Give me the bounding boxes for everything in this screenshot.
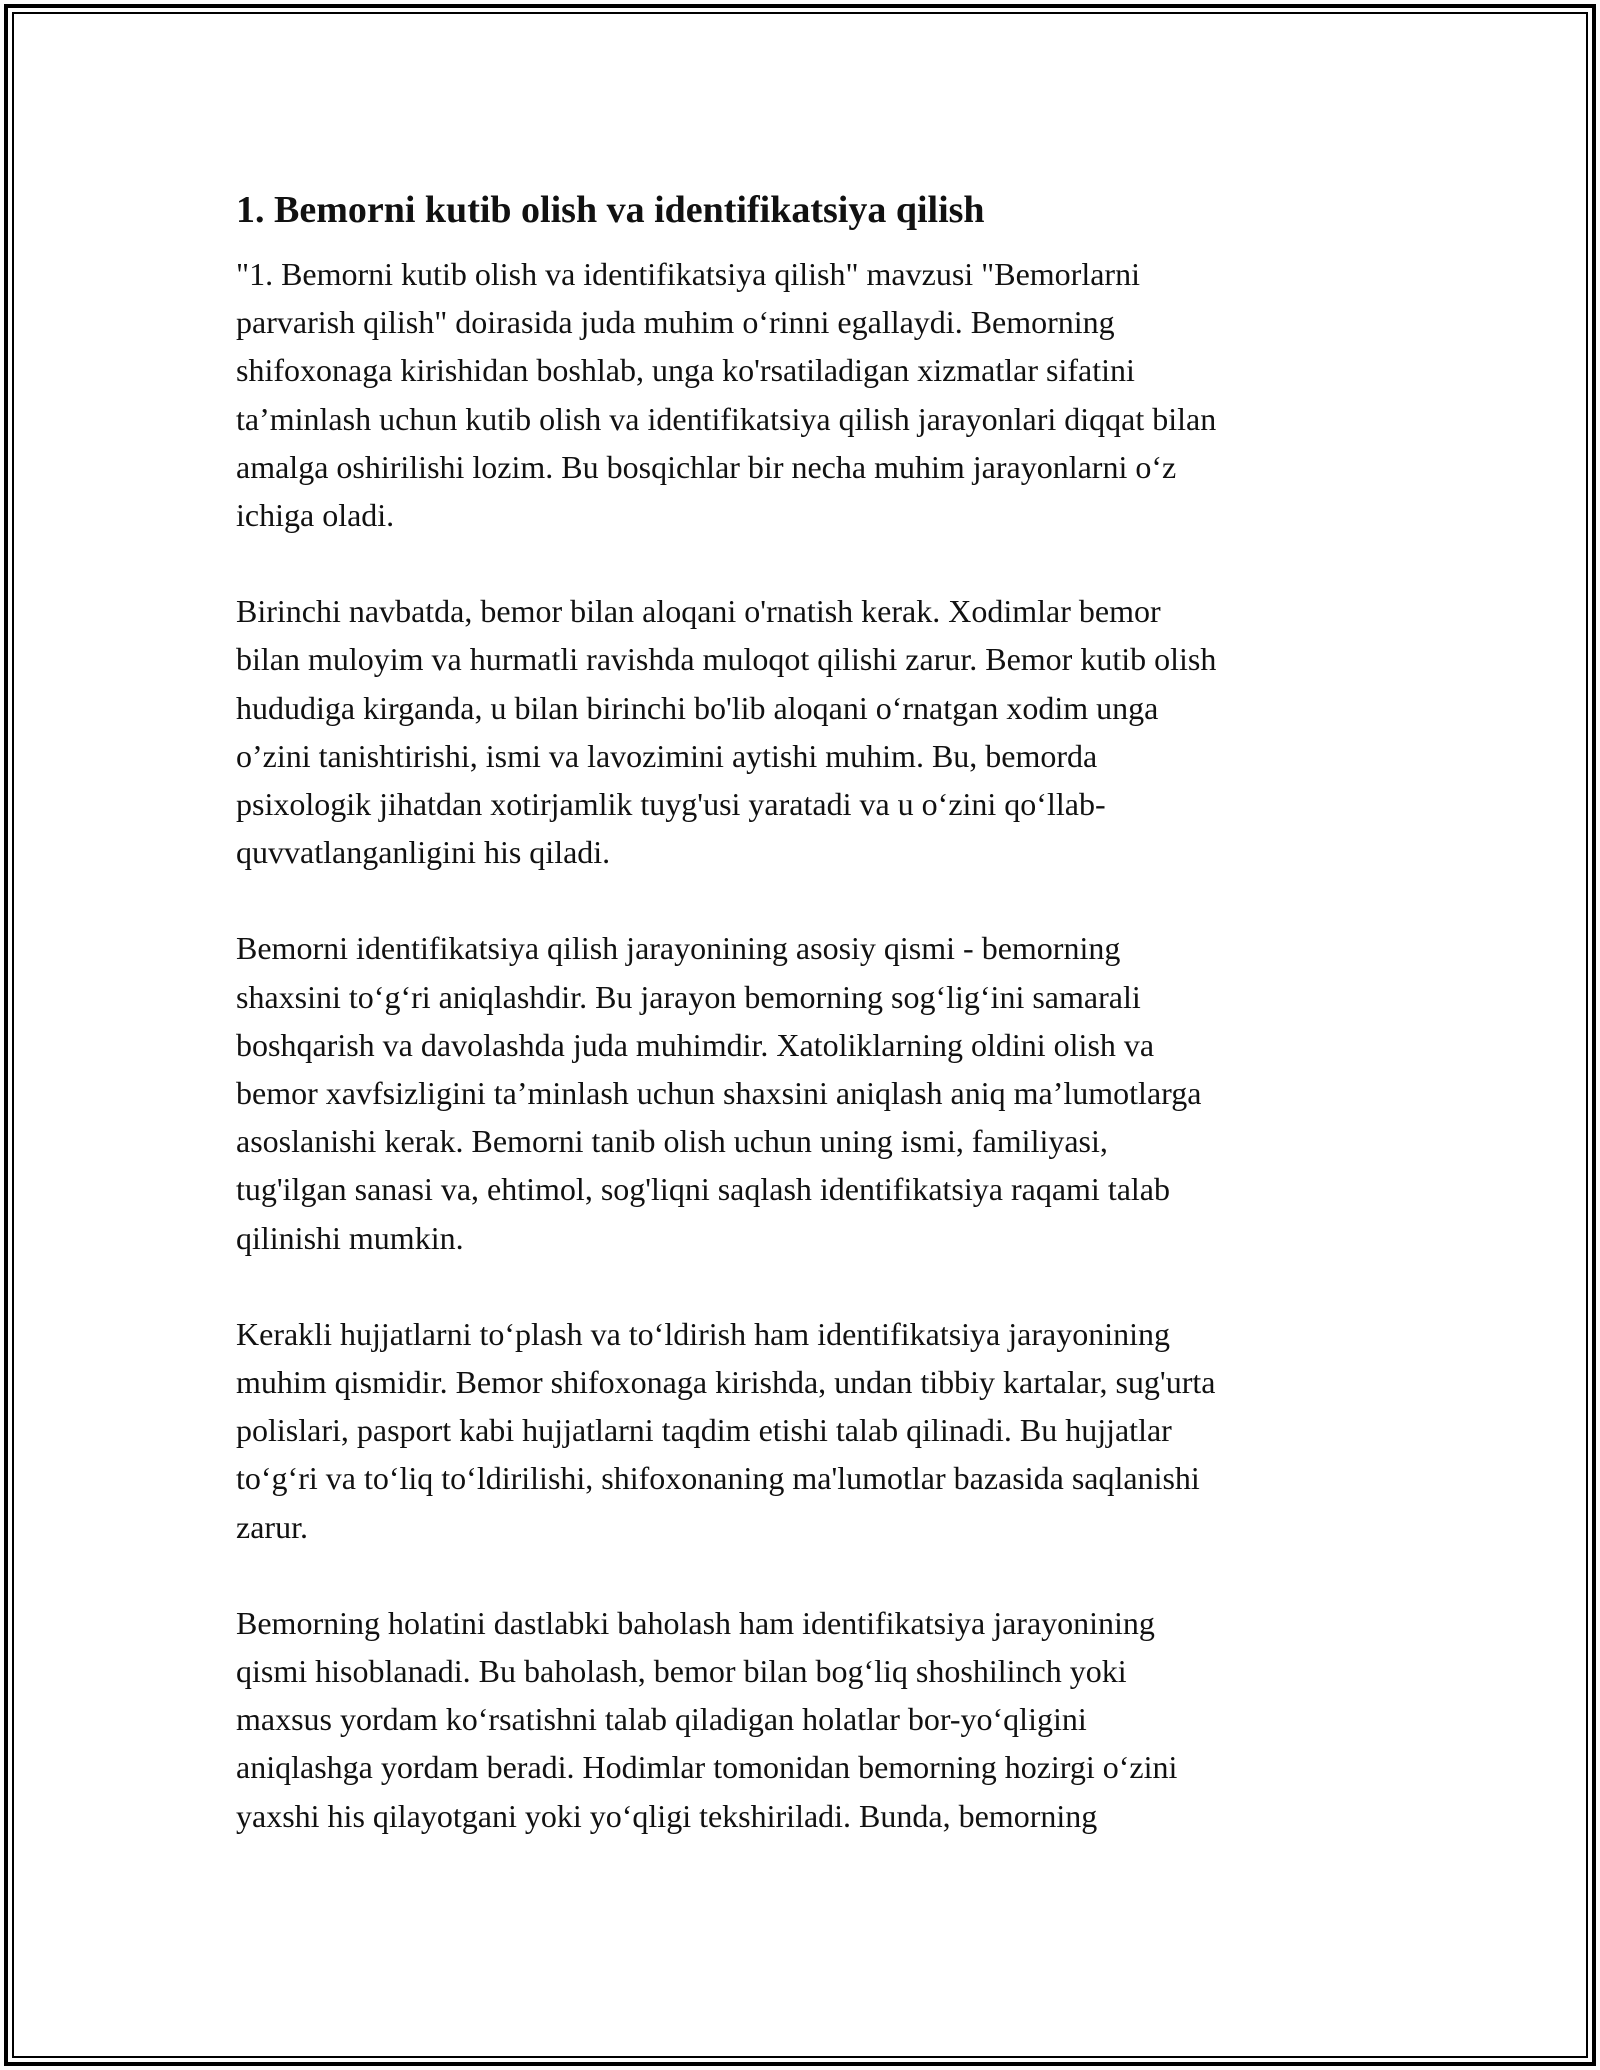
text-line: Kerakli hujjatlarni to‘plash va to‘ldirish ham identifikatsiya jarayonining [236, 1315, 1170, 1352]
text-line: to‘g‘ri va to‘liq to‘ldirilishi, shifoxonaning ma'lumotlar bazasida saqlanishi [236, 1460, 1200, 1497]
text-line: ta’minlash uchun kutib olish va identifikatsiya qilish jarayonlari diqqat bilan [236, 400, 1217, 437]
text-line: qismi hisoblanadi. Bu baholash, bemor bilan bog‘liq shoshilinch yoki [236, 1653, 1127, 1690]
text-line: yaxshi his qilayotgani yoki yo‘qligi tekshiriladi. Bunda, bemorning [236, 1797, 1098, 1834]
text-line: bemor xavfsizligini ta’minlash uchun shaxsini aniqlash aniq ma’lumotlarga [236, 1075, 1202, 1112]
text-line: amalga oshirilishi lozim. Bu bosqichlar bir necha muhim jarayonlarni o‘z [236, 448, 1177, 485]
text-line: maxsus yordam ko‘rsatishni talab qiladigan holatlar bor-yo‘qligini [236, 1701, 1087, 1738]
text-line: shaxsini to‘g‘ri aniqlashdir. Bu jarayon bemorning sog‘lig‘ini samarali [236, 978, 1141, 1015]
text-line: quvvatlanganligini his qiladi. [236, 834, 611, 871]
text-line: Birinchi navbatda, bemor bilan aloqani o'rnatish kerak. Xodimlar bemor [236, 593, 1161, 630]
text-line: parvarish qilish" doirasida juda muhim o‘rinni egallaydi. Bemorning [236, 304, 1115, 341]
paragraph-2 [236, 587, 1366, 876]
paragraph-4 [236, 1310, 1366, 1551]
text-line: ichiga oladi. [236, 497, 395, 534]
text-line: Bemorning holatini dastlabki baholash ham identifikatsiya jarayonining [236, 1604, 1155, 1641]
document-body [236, 186, 1366, 1888]
paragraph-1 [236, 250, 1366, 539]
text-line: hududiga kirganda, u bilan birinchi bo'lib aloqani o‘rnatgan xodim unga [236, 689, 1159, 726]
text-line: aniqlashga yordam beradi. Hodimlar tomonidan bemorning hozirgi o‘zini [236, 1749, 1178, 1786]
text-line: polislari, pasport kabi hujjatlarni taqdim etishi talab qilinadi. Bu hujjatlar [236, 1412, 1172, 1449]
text-line: shifoxonaga kirishidan boshlab, unga ko'rsatiladigan xizmatlar sifatini [236, 352, 1135, 389]
paragraph-3 [236, 924, 1366, 1261]
text-line: zarur. [236, 1508, 308, 1545]
text-line: tug'ilgan sanasi va, ehtimol, sog'liqni saqlash identifikatsiya raqami talab [236, 1171, 1170, 1208]
text-line: boshqarish va davolashda juda muhimdir. Xatoliklarning oldini olish va [236, 1026, 1155, 1063]
text-line: muhim qismidir. Bemor shifoxonaga kirishda, undan tibbiy kartalar, sug'urta [236, 1364, 1216, 1401]
text-line: Bemorni identifikatsiya qilish jarayonining asosiy qismi - bemorning [236, 930, 1121, 967]
text-line: asoslanishi kerak. Bemorni tanib olish uchun uning ismi, familiyasi, [236, 1123, 1108, 1160]
text-line: o’zini tanishtirishi, ismi va lavozimini aytishi muhim. Bu, bemorda [236, 737, 1098, 774]
text-line: bilan muloyim va hurmatli ravishda muloqot qilishi zarur. Bemor kutib olish [236, 641, 1217, 678]
paragraph-5 [236, 1599, 1366, 1840]
text-line: psixologik jihatdan xotirjamlik tuyg'usi yaratadi va u o‘zini qo‘llab- [236, 786, 1106, 823]
section-heading: 1. Bemorni kutib olish va identifikatsiya qilish [236, 189, 985, 231]
text-line: qilinishi mumkin. [236, 1219, 464, 1256]
text-line: "1. Bemorni kutib olish va identifikatsiya qilish" mavzusi "Bemorlarni [236, 256, 1140, 292]
